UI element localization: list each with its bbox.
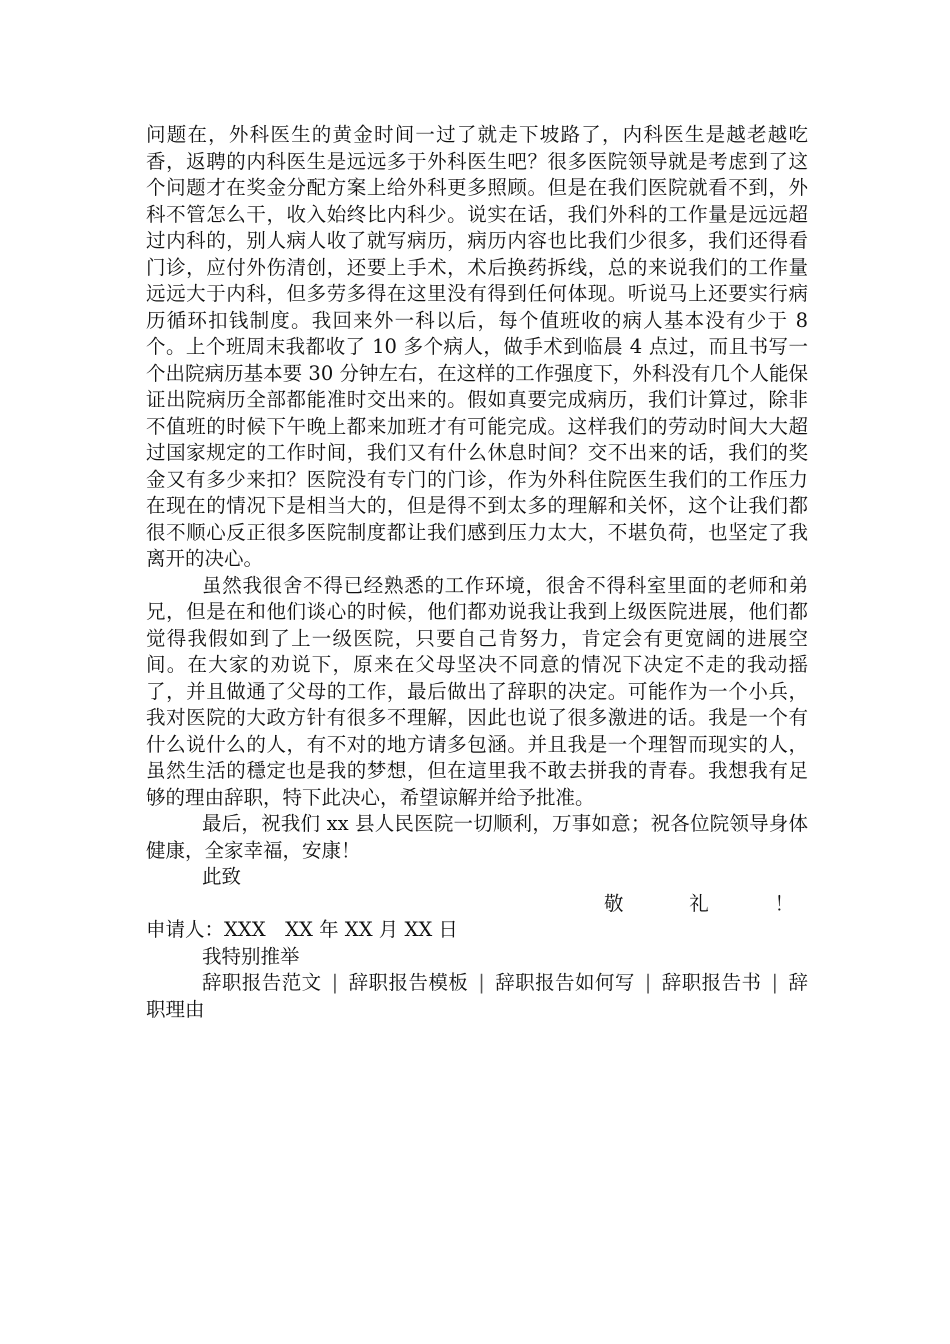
- link-resignation-sample[interactable]: 辞职报告范文: [202, 971, 322, 994]
- applicant-line: 申请人：XXX XX 年 XX 月 XX 日: [146, 918, 458, 941]
- closing-char-1: 敬: [604, 891, 624, 915]
- document-page: [146, 122, 808, 1023]
- closing-char-3: ！: [774, 891, 794, 915]
- link-resignation-howto[interactable]: 辞职报告如何写: [494, 971, 635, 994]
- link-separator: |: [331, 971, 339, 994]
- link-separator: |: [478, 971, 485, 994]
- body-paragraph-3: 最后，祝我们 xx 县人民医院一切顺利，万事如意；祝各位院领导身体健康，全家幸福，安康！: [146, 812, 808, 862]
- link-resignation-template[interactable]: 辞职报告模板: [348, 971, 469, 994]
- link-resignation-letter[interactable]: 辞职报告书: [661, 971, 762, 994]
- related-links: [146, 970, 808, 1023]
- closing-line: [146, 891, 808, 918]
- recommend-label: 我特别推举: [202, 944, 300, 968]
- body-paragraph-1: 问题在，外科医生的黄金时间一过了就走下坡路了，内科医生是越老越吃香，返聘的内科医生是远远多于外科医生吧？很多医院领导就是考虑到了这个问题才在奖金分配方案上给外科更多照顾。但是在我们医院就看不到，外科不管怎么干，收入始终比内科少。说实在话，我们外科的工作量是远远超过内科的，别人病人收了就写病历，病历内容也比我们少很多，我们还得看门诊，应付外伤清创，还要上手术，术后换药拆线，总的来说我们的工作量远远大于内科，但多劳多得在这里没有得到任何体现。听说马上还要实行病历循环扣钱制度。我回来外一科以后，每个值班收的病人基本没有少于 8 个。上个班周末我都收了 10 多个病人，做手术到临晨 4 点过，而且书写一个出院病历基本要 30 分钟左右，在这样的工作强度下，外科没有几个人能保证出院病历全部都能准时交出来的。假如真要完成病历，我们计算过，除非不值班的时候下午晚上都来加班才有可能完成。这样我们的劳动时间大大超过国家规定的工作时间，我们又有什么休息时间？交不出来的话，我们的奖金又有多少来扣？医院没有专门的门诊，作为外科住院医生我们的工作压力在现在的情况下是相当大的，但是得不到太多的理解和关怀，这个让我们都很不顺心反正很多医院制度都让我们感到压力太大，不堪负荷，也坚定了我离开的决心。: [146, 123, 808, 570]
- salutation: 此致: [202, 865, 242, 888]
- link-separator: |: [644, 971, 652, 994]
- link-resignation-reason[interactable]: 辞职理由: [146, 971, 808, 1021]
- body-paragraph-2: 虽然我很舍不得已经熟悉的工作环境，很舍不得科室里面的老师和弟兄，但是在和他们谈心的时候，他们都劝说我让我到上级医院进展，他们都觉得我假如到了上一级医院，只要自己肯努力，肯定会有更宽阔的进展空间。在大家的劝说下，原来在父母坚决不同意的情况下决定不走的我动摇了，并且做通了父母的工作，最后做出了辞职的决定。可能作为一个小兵，我对医院的大政方针有很多不理解，因此也说了很多激进的话。我是一个有什么说什么的人，有不对的地方请多包涵。并且我是一个理智而现实的人，虽然生活的穩定也是我的梦想，但在這里我不敢去拼我的青春。我想我有足够的理由辞职，特下此决心，希望谅解并给予批准。: [146, 573, 808, 809]
- closing-words: [604, 891, 808, 918]
- link-separator: |: [771, 971, 779, 994]
- closing-char-2: 礼: [689, 891, 709, 915]
